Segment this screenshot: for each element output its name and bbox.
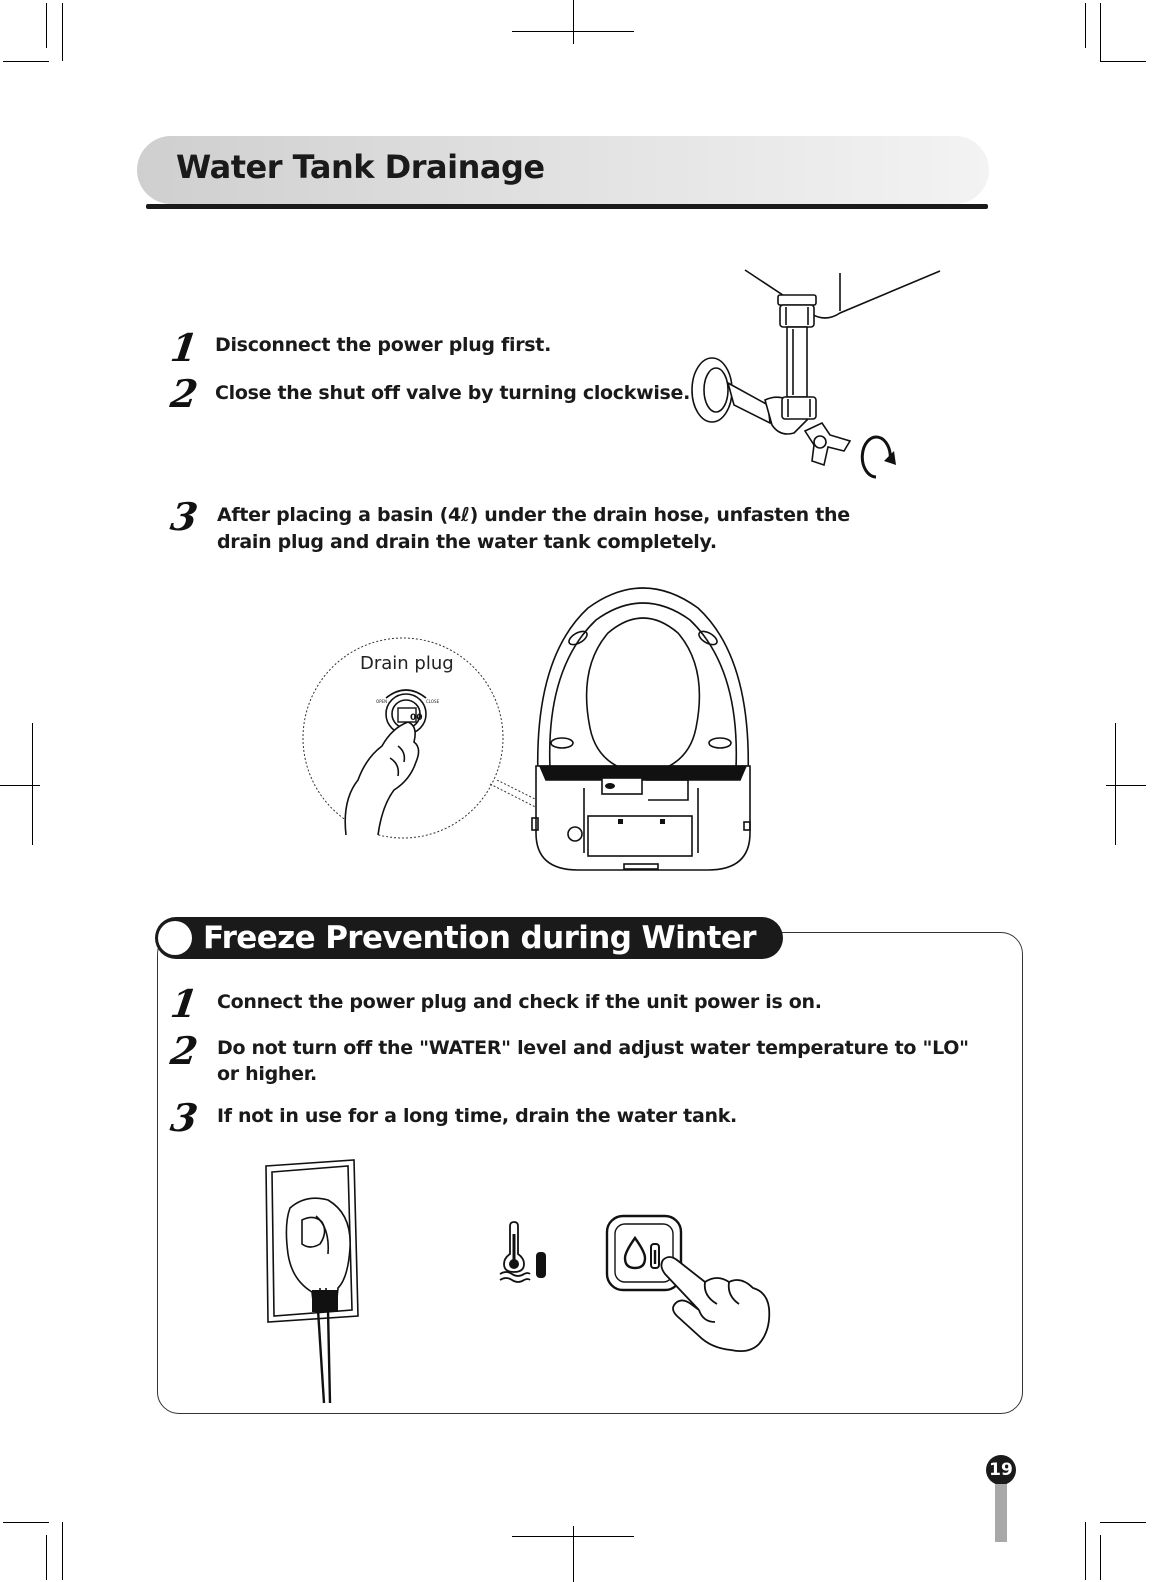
drain-step-1-text: Disconnect the power plug first.: [215, 334, 552, 356]
svg-text:00: 00: [410, 713, 423, 723]
crop-mark: [1100, 1522, 1146, 1523]
crop-mark: [46, 1535, 47, 1580]
page-title: Water Tank Drainage: [176, 148, 545, 186]
crop-mark: [3, 61, 49, 62]
step-number: 3: [167, 494, 201, 539]
page-number-badge: 19: [986, 1455, 1016, 1485]
crop-mark: [0, 785, 40, 786]
crop-mark: [1106, 785, 1146, 786]
freeze-step-3-text: If not in use for a long time, drain the water tank.: [217, 1105, 737, 1127]
step-number: 2: [167, 371, 201, 416]
crop-mark: [32, 723, 33, 845]
header-underline: [146, 204, 988, 209]
freeze-step-1-text: Connect the power plug and check if the unit power is on.: [217, 991, 822, 1013]
crop-mark: [1085, 1522, 1086, 1580]
crop-mark: [1085, 3, 1086, 48]
thermometer-icon: [498, 1220, 553, 1285]
drain-plug-label: Drain plug: [360, 653, 454, 674]
step-number: 3: [167, 1095, 201, 1140]
drain-step-2-text: Close the shut off valve by turning clockwise.: [215, 382, 691, 404]
crop-mark: [1115, 723, 1116, 845]
crop-mark: [1100, 61, 1146, 62]
crop-mark: [3, 1522, 49, 1523]
drain-step-3-line1: After placing a basin (4ℓ) under the drain hose, unfasten the: [217, 504, 850, 526]
freeze-step-2-line2: or higher.: [217, 1063, 317, 1085]
crop-mark: [62, 1522, 63, 1580]
bullet-dot-icon: [158, 921, 192, 955]
step-number: 1: [167, 981, 201, 1026]
freeze-step-2-line1: Do not turn off the "WATER" level and adjust water temperature to "LO": [217, 1037, 969, 1059]
page-edge-tab: [995, 1484, 1007, 1542]
crop-mark: [62, 3, 63, 61]
shutoff-valve-illustration: [690, 265, 950, 490]
toilet-seat-top-view: [528, 578, 758, 873]
step-number: 2: [167, 1028, 201, 1073]
dial-close-label: CLOSE: [426, 699, 440, 704]
crop-mark: [46, 3, 47, 48]
step-number: 1: [167, 325, 201, 370]
drain-step-3-line2: drain plug and drain the water tank completely.: [217, 531, 717, 553]
water-temperature-button-illustration: [603, 1212, 778, 1357]
freeze-section-title: Freeze Prevention during Winter: [203, 920, 756, 956]
power-plug-socket-illustration: [258, 1158, 368, 1408]
crop-mark: [1100, 1535, 1101, 1580]
crop-mark: [1100, 3, 1101, 61]
dial-open-label: OPEN: [376, 699, 388, 704]
crop-mark: [573, 0, 574, 44]
crop-mark: [573, 1526, 574, 1582]
